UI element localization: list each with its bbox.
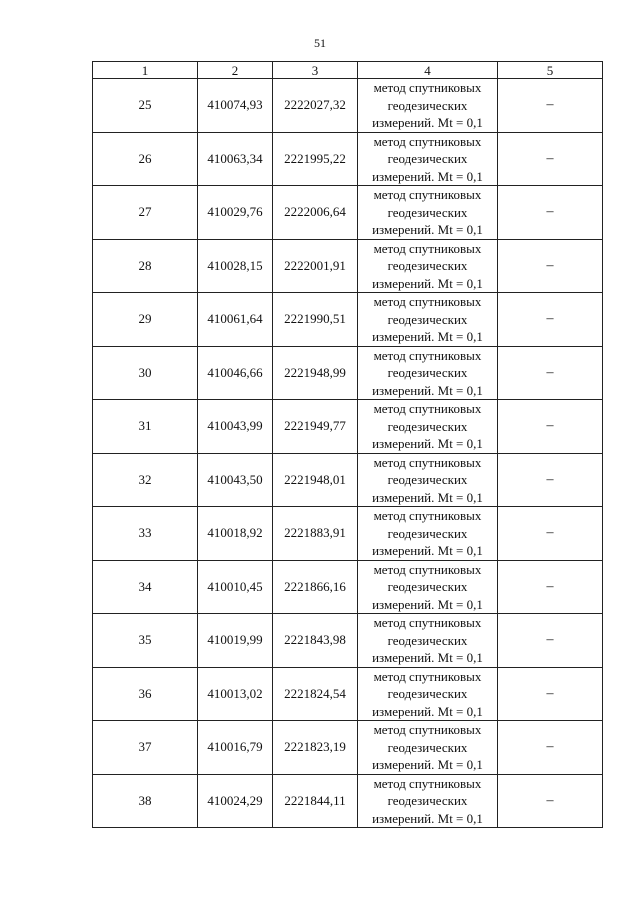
- note-cell: –: [498, 453, 603, 507]
- method-cell: метод спутниковых геодезических измерений. Mt = 0,1: [358, 560, 498, 614]
- table-row: [93, 186, 603, 240]
- y-coordinate-cell: 2222001,91: [273, 239, 358, 293]
- column-header-2: 2: [198, 62, 273, 79]
- method-cell: метод спутниковых геодезических измерений. Mt = 0,1: [358, 507, 498, 561]
- x-coordinate-cell: 410013,02: [198, 667, 273, 721]
- point-number-cell: 35: [93, 614, 198, 668]
- y-coordinate-cell: 2221948,01: [273, 453, 358, 507]
- point-number-cell: 32: [93, 453, 198, 507]
- y-coordinate-cell: 2221995,22: [273, 132, 358, 186]
- page-number: 51: [314, 36, 326, 50]
- y-coordinate-cell: 2221866,16: [273, 560, 358, 614]
- x-coordinate-cell: 410061,64: [198, 293, 273, 347]
- y-coordinate-cell: 2222006,64: [273, 186, 358, 240]
- y-coordinate-cell: 2221823,19: [273, 721, 358, 775]
- method-cell: метод спутниковых геодезических измерений. Mt = 0,1: [358, 614, 498, 668]
- point-number-cell: 26: [93, 132, 198, 186]
- note-cell: –: [498, 293, 603, 347]
- note-cell: –: [498, 774, 603, 828]
- x-coordinate-cell: 410046,66: [198, 346, 273, 400]
- y-coordinate-cell: 2221949,77: [273, 400, 358, 454]
- table-row: [93, 507, 603, 561]
- y-coordinate-cell: 2221990,51: [273, 293, 358, 347]
- note-cell: –: [498, 239, 603, 293]
- coordinates-table: [92, 61, 603, 828]
- method-cell: метод спутниковых геодезических измерений. Mt = 0,1: [358, 774, 498, 828]
- table-row: [93, 239, 603, 293]
- table-row: [93, 400, 603, 454]
- note-cell: –: [498, 614, 603, 668]
- table-row: [93, 293, 603, 347]
- note-cell: –: [498, 186, 603, 240]
- point-number-cell: 30: [93, 346, 198, 400]
- table-row: [93, 132, 603, 186]
- point-number-cell: 27: [93, 186, 198, 240]
- method-cell: метод спутниковых геодезических измерений. Mt = 0,1: [358, 79, 498, 133]
- point-number-cell: 28: [93, 239, 198, 293]
- note-cell: –: [498, 132, 603, 186]
- point-number-cell: 37: [93, 721, 198, 775]
- method-cell: метод спутниковых геодезических измерений. Mt = 0,1: [358, 293, 498, 347]
- table-row: [93, 721, 603, 775]
- table-row: [93, 79, 603, 133]
- table-row: [93, 560, 603, 614]
- point-number-cell: 25: [93, 79, 198, 133]
- y-coordinate-cell: 2221824,54: [273, 667, 358, 721]
- x-coordinate-cell: 410018,92: [198, 507, 273, 561]
- note-cell: –: [498, 79, 603, 133]
- table-body: [93, 79, 603, 828]
- x-coordinate-cell: 410024,29: [198, 774, 273, 828]
- note-cell: –: [498, 400, 603, 454]
- x-coordinate-cell: 410074,93: [198, 79, 273, 133]
- note-cell: –: [498, 507, 603, 561]
- note-cell: –: [498, 667, 603, 721]
- method-cell: метод спутниковых геодезических измерений. Mt = 0,1: [358, 400, 498, 454]
- column-header-1: 1: [93, 62, 198, 79]
- column-header-3: 3: [273, 62, 358, 79]
- x-coordinate-cell: 410043,99: [198, 400, 273, 454]
- point-number-cell: 38: [93, 774, 198, 828]
- method-cell: метод спутниковых геодезических измерений. Mt = 0,1: [358, 186, 498, 240]
- x-coordinate-cell: 410029,76: [198, 186, 273, 240]
- table-row: [93, 614, 603, 668]
- method-cell: метод спутниковых геодезических измерений. Mt = 0,1: [358, 721, 498, 775]
- y-coordinate-cell: 2221883,91: [273, 507, 358, 561]
- table-row: [93, 346, 603, 400]
- column-header-5: 5: [498, 62, 603, 79]
- point-number-cell: 36: [93, 667, 198, 721]
- point-number-cell: 29: [93, 293, 198, 347]
- point-number-cell: 33: [93, 507, 198, 561]
- y-coordinate-cell: 2221844,11: [273, 774, 358, 828]
- note-cell: –: [498, 560, 603, 614]
- method-cell: метод спутниковых геодезических измерений. Mt = 0,1: [358, 239, 498, 293]
- table-row: [93, 667, 603, 721]
- x-coordinate-cell: 410063,34: [198, 132, 273, 186]
- note-cell: –: [498, 346, 603, 400]
- x-coordinate-cell: 410016,79: [198, 721, 273, 775]
- point-number-cell: 31: [93, 400, 198, 454]
- method-cell: метод спутниковых геодезических измерений. Mt = 0,1: [358, 346, 498, 400]
- method-cell: метод спутниковых геодезических измерений. Mt = 0,1: [358, 667, 498, 721]
- table-header-row: [93, 62, 603, 79]
- y-coordinate-cell: 2221843,98: [273, 614, 358, 668]
- table-row: [93, 774, 603, 828]
- x-coordinate-cell: 410010,45: [198, 560, 273, 614]
- column-header-4: 4: [358, 62, 498, 79]
- note-cell: –: [498, 721, 603, 775]
- x-coordinate-cell: 410043,50: [198, 453, 273, 507]
- method-cell: метод спутниковых геодезических измерений. Mt = 0,1: [358, 453, 498, 507]
- method-cell: метод спутниковых геодезических измерений. Mt = 0,1: [358, 132, 498, 186]
- x-coordinate-cell: 410019,99: [198, 614, 273, 668]
- y-coordinate-cell: 2221948,99: [273, 346, 358, 400]
- table-row: [93, 453, 603, 507]
- x-coordinate-cell: 410028,15: [198, 239, 273, 293]
- point-number-cell: 34: [93, 560, 198, 614]
- y-coordinate-cell: 2222027,32: [273, 79, 358, 133]
